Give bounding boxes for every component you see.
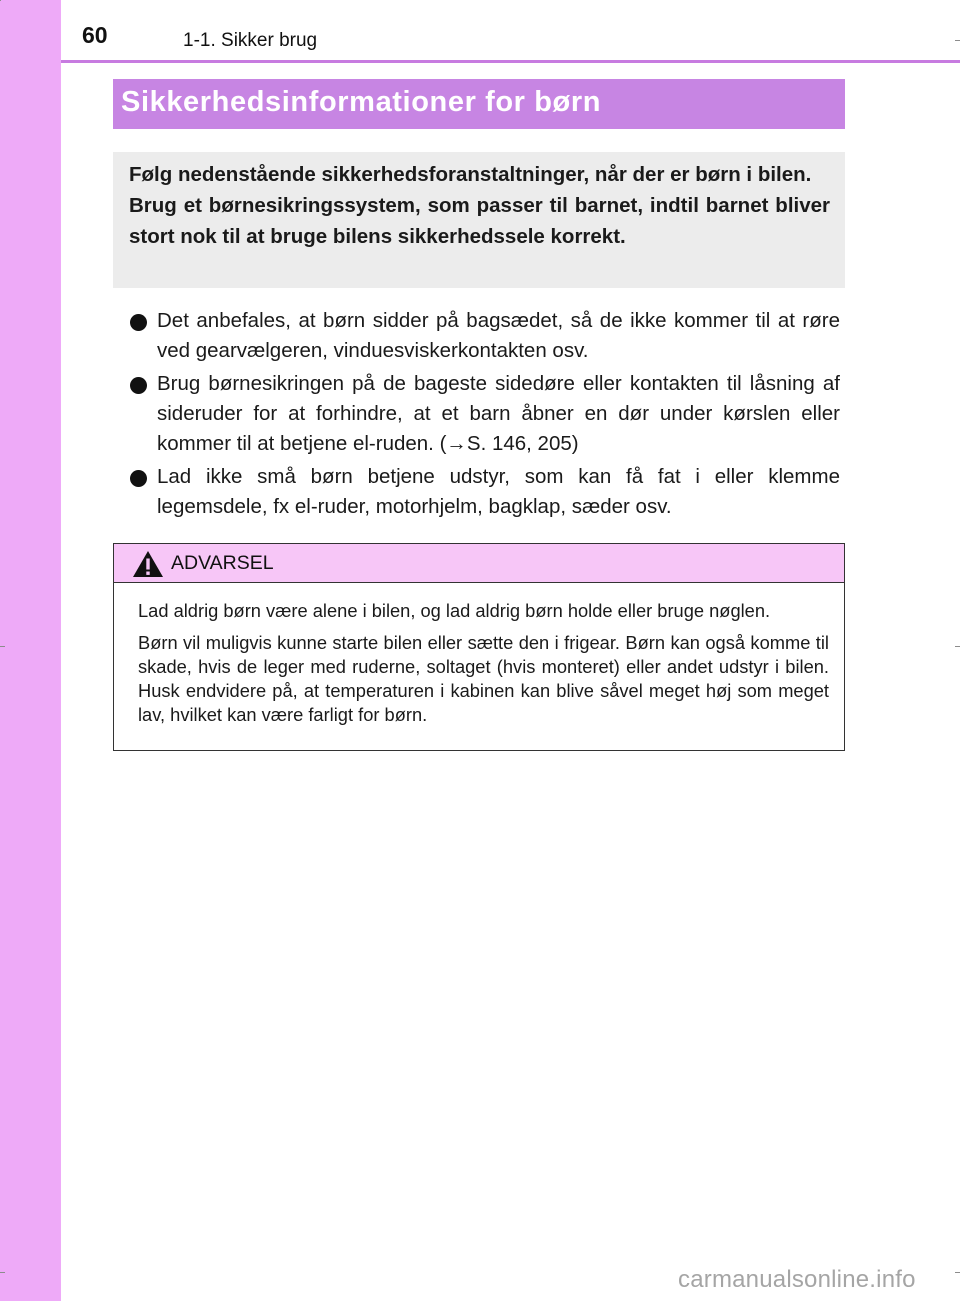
watermark: carmanualsonline.info (678, 1266, 916, 1293)
bullet-dot-icon (130, 470, 147, 487)
warning-paragraph: Lad aldrig børn være alene i bilen, og lad aldrig børn holde eller bruge nøglen. (138, 600, 771, 621)
bullet-text: Brug børnesikringen på de bageste sidedøre eller kontakten til låsning af sideruder for at forhindre, at et barn åbner en dør under kørslen eller kommer til at betjene el-ruden. (→S. 146, 205) (157, 372, 840, 455)
header-divider (61, 60, 960, 63)
bullet-item (128, 306, 840, 366)
bullet-text: Det anbefales, at børn sidder på bagsædet, så de ikke kommer til at røre ved gearvælgeren, vinduesviskerkontakten osv. (157, 309, 840, 362)
crop-mark (955, 646, 960, 647)
warning-triangle-icon (132, 550, 164, 578)
bullet-item (128, 369, 840, 459)
intro-line: Brug et børnesikringssystem, som passer til barnet, indtil barnet bliver stort nok til at bruge bilens sikkerhedssele korrekt. (129, 194, 830, 248)
page-number: 60 (82, 22, 108, 48)
intro-box (113, 152, 845, 288)
crop-mark (955, 1272, 960, 1273)
warning-box (113, 543, 845, 751)
bullet-dot-icon (130, 314, 147, 331)
bullet-list (128, 306, 840, 525)
warning-body (114, 583, 844, 727)
breadcrumb: 1-1. Sikker brug (183, 30, 318, 51)
section-title: Sikkerhedsinformationer for børn (121, 86, 602, 118)
warning-header (114, 544, 844, 583)
crop-mark (955, 40, 960, 41)
bullet-dot-icon (130, 377, 147, 394)
crop-mark (0, 646, 5, 647)
bullet-text: Lad ikke små børn betjene udstyr, som kan få fat i eller klemme legemsdele, fx el-ruder, motorhjelm, bagklap, sæder osv. (157, 465, 840, 518)
side-color-strip (0, 0, 61, 1301)
section-title-bar (113, 79, 845, 129)
intro-line: Følg nedenstående sikkerhedsforanstaltninger, når der er børn i bilen. (129, 163, 812, 186)
warning-label: ADVARSEL (171, 552, 274, 574)
crop-mark (0, 1272, 5, 1273)
bullet-item (128, 462, 840, 522)
warning-paragraph: Børn vil muligvis kunne starte bilen eller sætte den i frigear. Børn kan også komme til skade, hvis de leger med ruderne, soltaget (hvis monteret) eller andet udstyr i bilen. Husk endvidere på, at temperaturen i kabinen kan blive såvel meget høj som meget lav, hvilket kan være farligt for børn. (138, 632, 829, 725)
crop-mark (0, 0, 1, 1)
